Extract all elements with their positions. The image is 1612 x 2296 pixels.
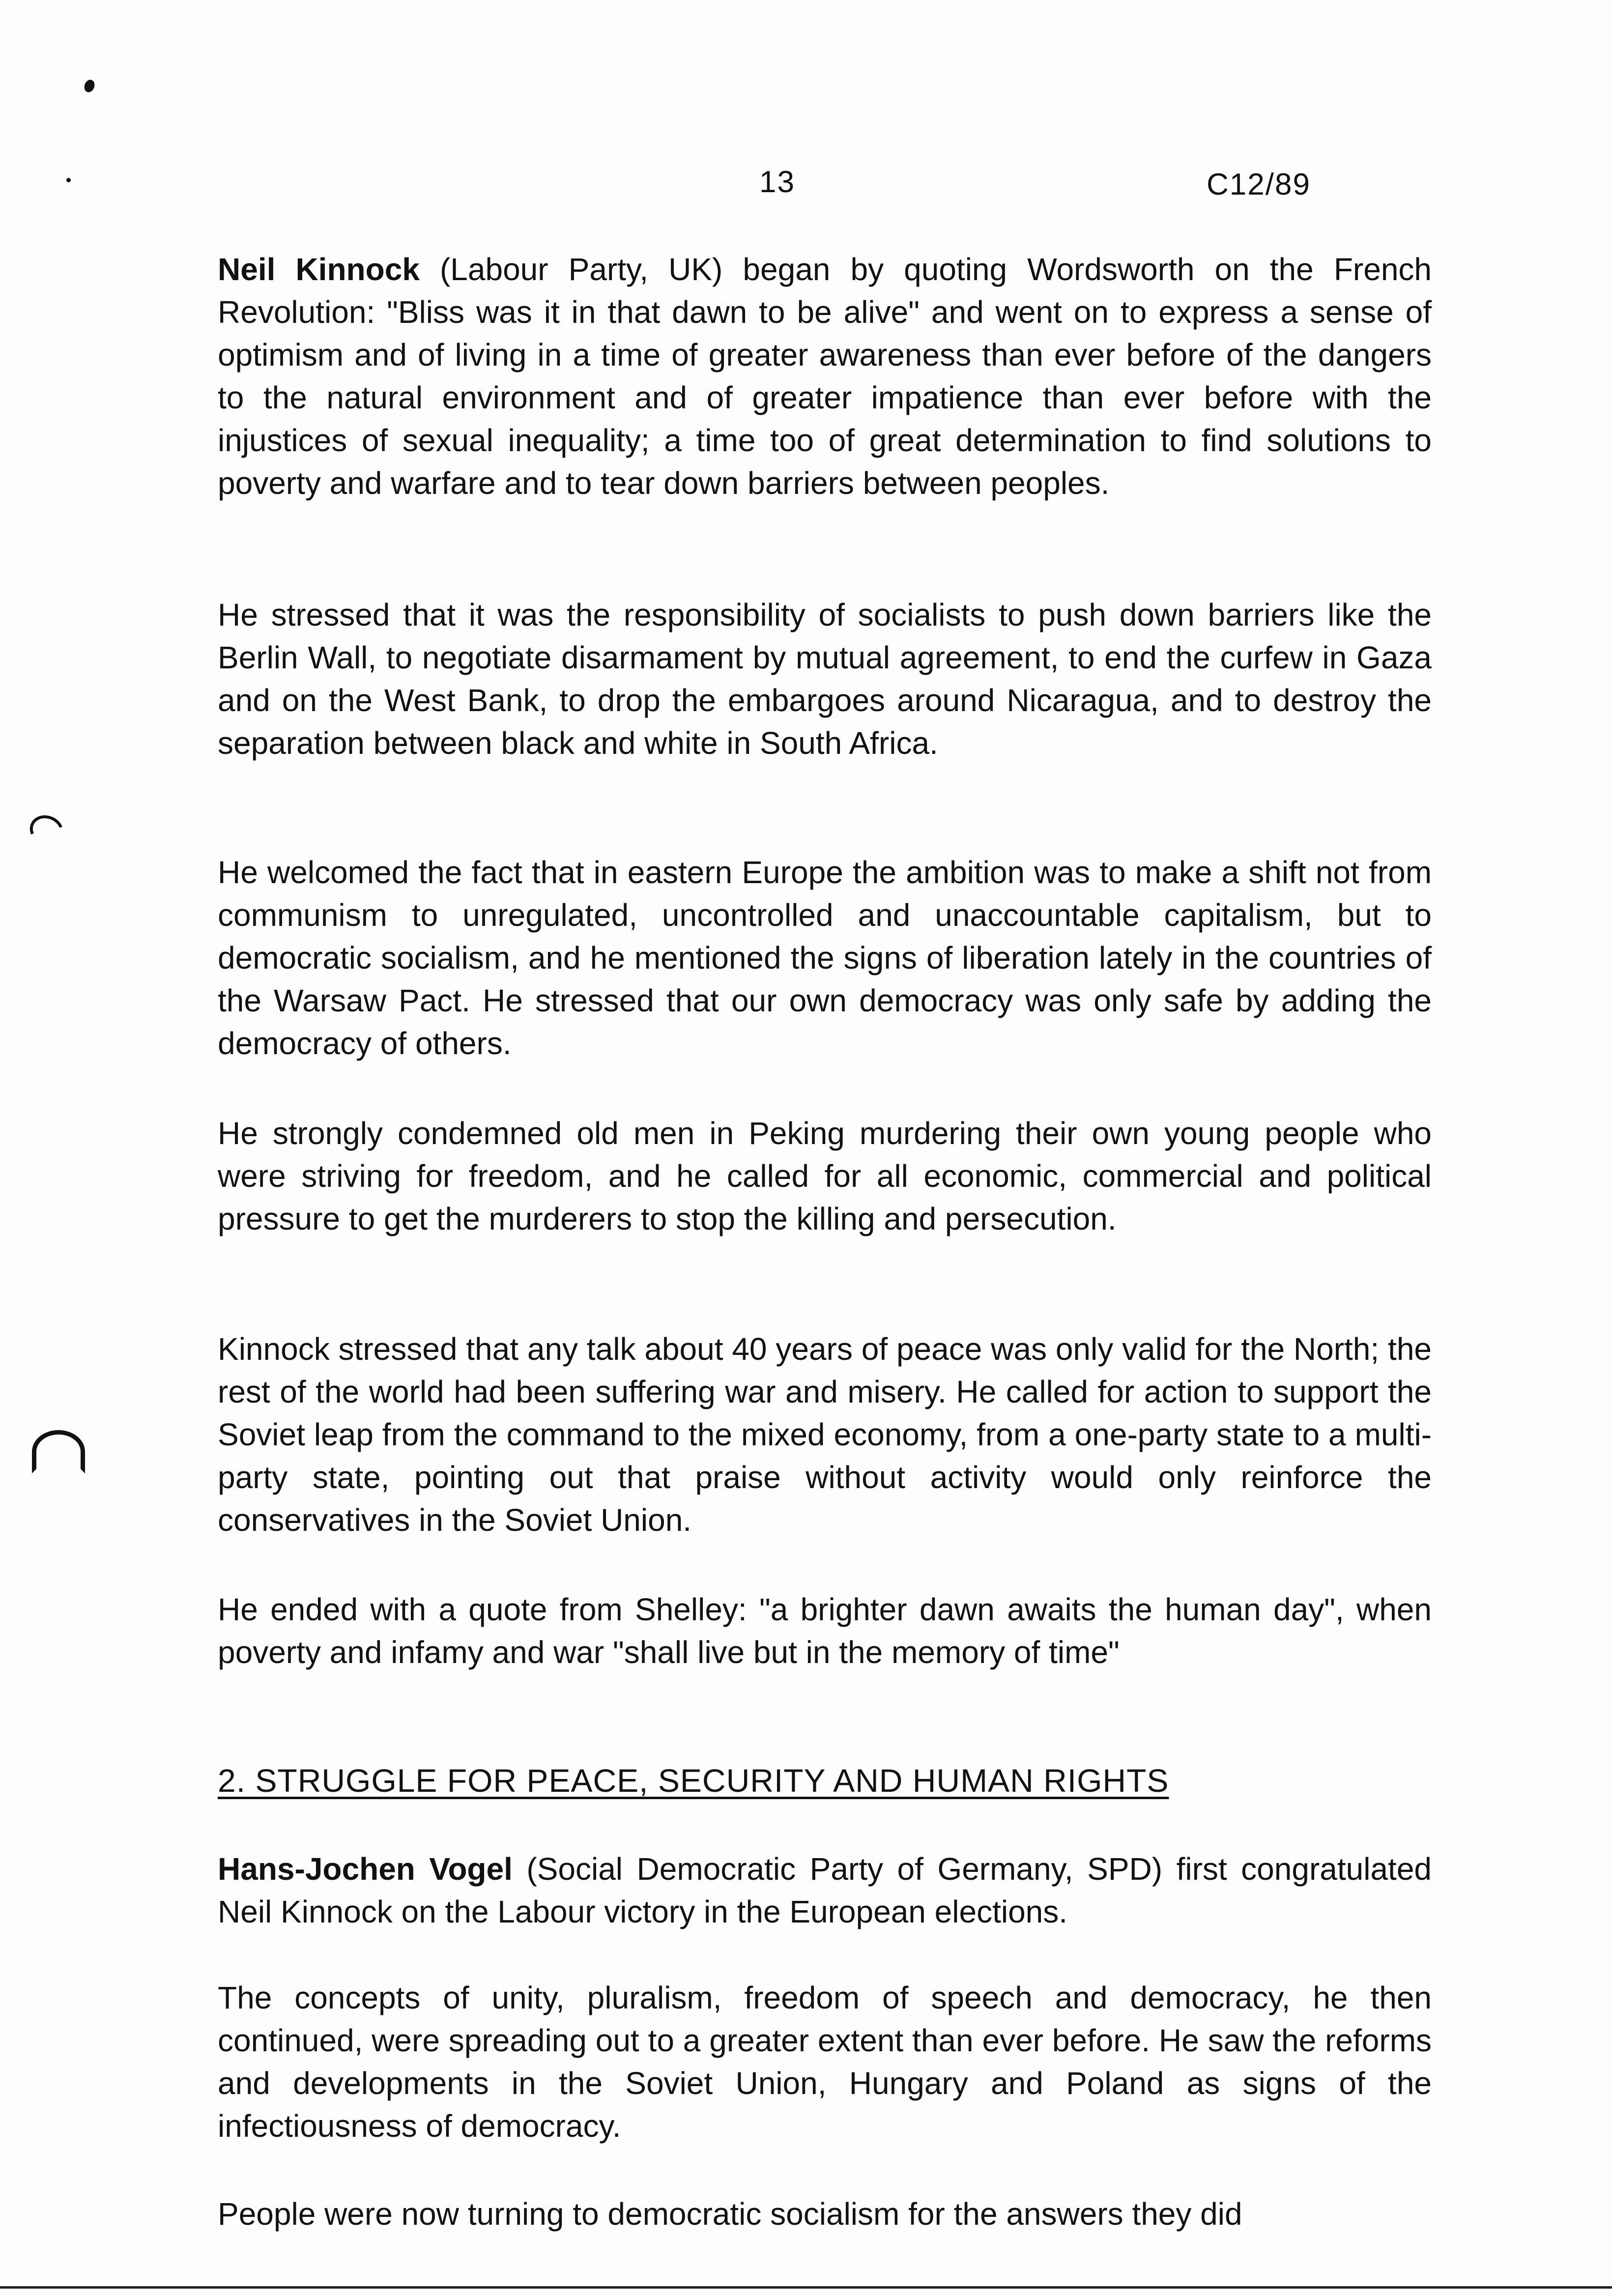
scan-speck xyxy=(83,78,96,93)
speaker-name: Hans-Jochen Vogel xyxy=(218,1851,513,1887)
paragraph-shelley-quote: He ended with a quote from Shelley: "a brighter dawn awaits the human day", when poverty and infamy and war "shall live but in the memory of time" xyxy=(218,1592,1432,1670)
paragraph-text: (Labour Party, UK) began by quoting Wordsworth on the French Revolution: "Bliss was it in that dawn to be alive" and went on to express a sense of optimism and of living in a time of greater awareness than ever before of the dangers to the natural environment and of greater impatience than ever before with the injustices of sexual inequality; a time too of great determination to find solutions to poverty and warfare and to tear down barriers between peoples. xyxy=(218,252,1432,501)
paragraph-vogel-intro xyxy=(218,1848,1432,1933)
scan-speck xyxy=(66,178,71,182)
paragraph-democratic-socialism: People were now turning to democratic socialism for the answers they did xyxy=(218,2196,1242,2232)
paragraph-text: (Social Democratic Party of Germany, SPD) first congratulated Neil Kinnock on the Labour victory in the European elections. xyxy=(218,1851,1432,1929)
page-bottom-edge xyxy=(0,2286,1612,2289)
speaker-name: Neil Kinnock xyxy=(218,252,420,287)
paragraph-peking: He strongly condemned old men in Peking murdering their own young people who were striving for freedom, and he called for all economic, commercial and political pressure to get the murderers to stop the killing and persecution. xyxy=(218,1116,1432,1236)
paragraph-kinnock-intro xyxy=(218,248,1432,505)
section-heading: 2. STRUGGLE FOR PEACE, SECURITY AND HUMAN RIGHTS xyxy=(218,1762,1169,1799)
page-number: 13 xyxy=(759,165,795,199)
paragraph-eastern-europe: He welcomed the fact that in eastern Europe the ambition was to make a shift not from communism to unregulated, uncontrolled and unaccountable capitalism, but to democratic socialism, and he mentioned the signs of liberation lately in the countries of the Warsaw Pact. He stressed that our own democracy was only safe by adding the democracy of others. xyxy=(218,855,1432,1061)
document-reference: C12/89 xyxy=(1207,168,1311,201)
paragraph-forty-years: Kinnock stressed that any talk about 40 years of peace was only valid for the North; the rest of the world had been suffering war and misery. He called for action to support the Soviet leap from the command to the mixed economy, from a one-party state to a multi-party state, pointing out that praise without activity would only reinforce the conservatives in the Soviet Union. xyxy=(218,1331,1432,1538)
paragraph-responsibility: He stressed that it was the responsibility of socialists to push down barriers like the Berlin Wall, to negotiate disarmament by mutual agreement, to end the curfew in Gaza and on the West Bank, to drop the embargoes around Nicaragua, and to destroy the separation between black and white in South Africa. xyxy=(218,597,1432,761)
margin-hole-punch-mark xyxy=(32,1430,85,1473)
paragraph-concepts-unity: The concepts of unity, pluralism, freedom of speech and democracy, he then continued, were spreading out to a greater extent than ever before. He saw the reforms and developments in the Soviet Union, Hungary and Poland as signs of the infectiousness of democracy. xyxy=(218,1980,1432,2144)
margin-hole-punch-mark xyxy=(25,810,69,851)
